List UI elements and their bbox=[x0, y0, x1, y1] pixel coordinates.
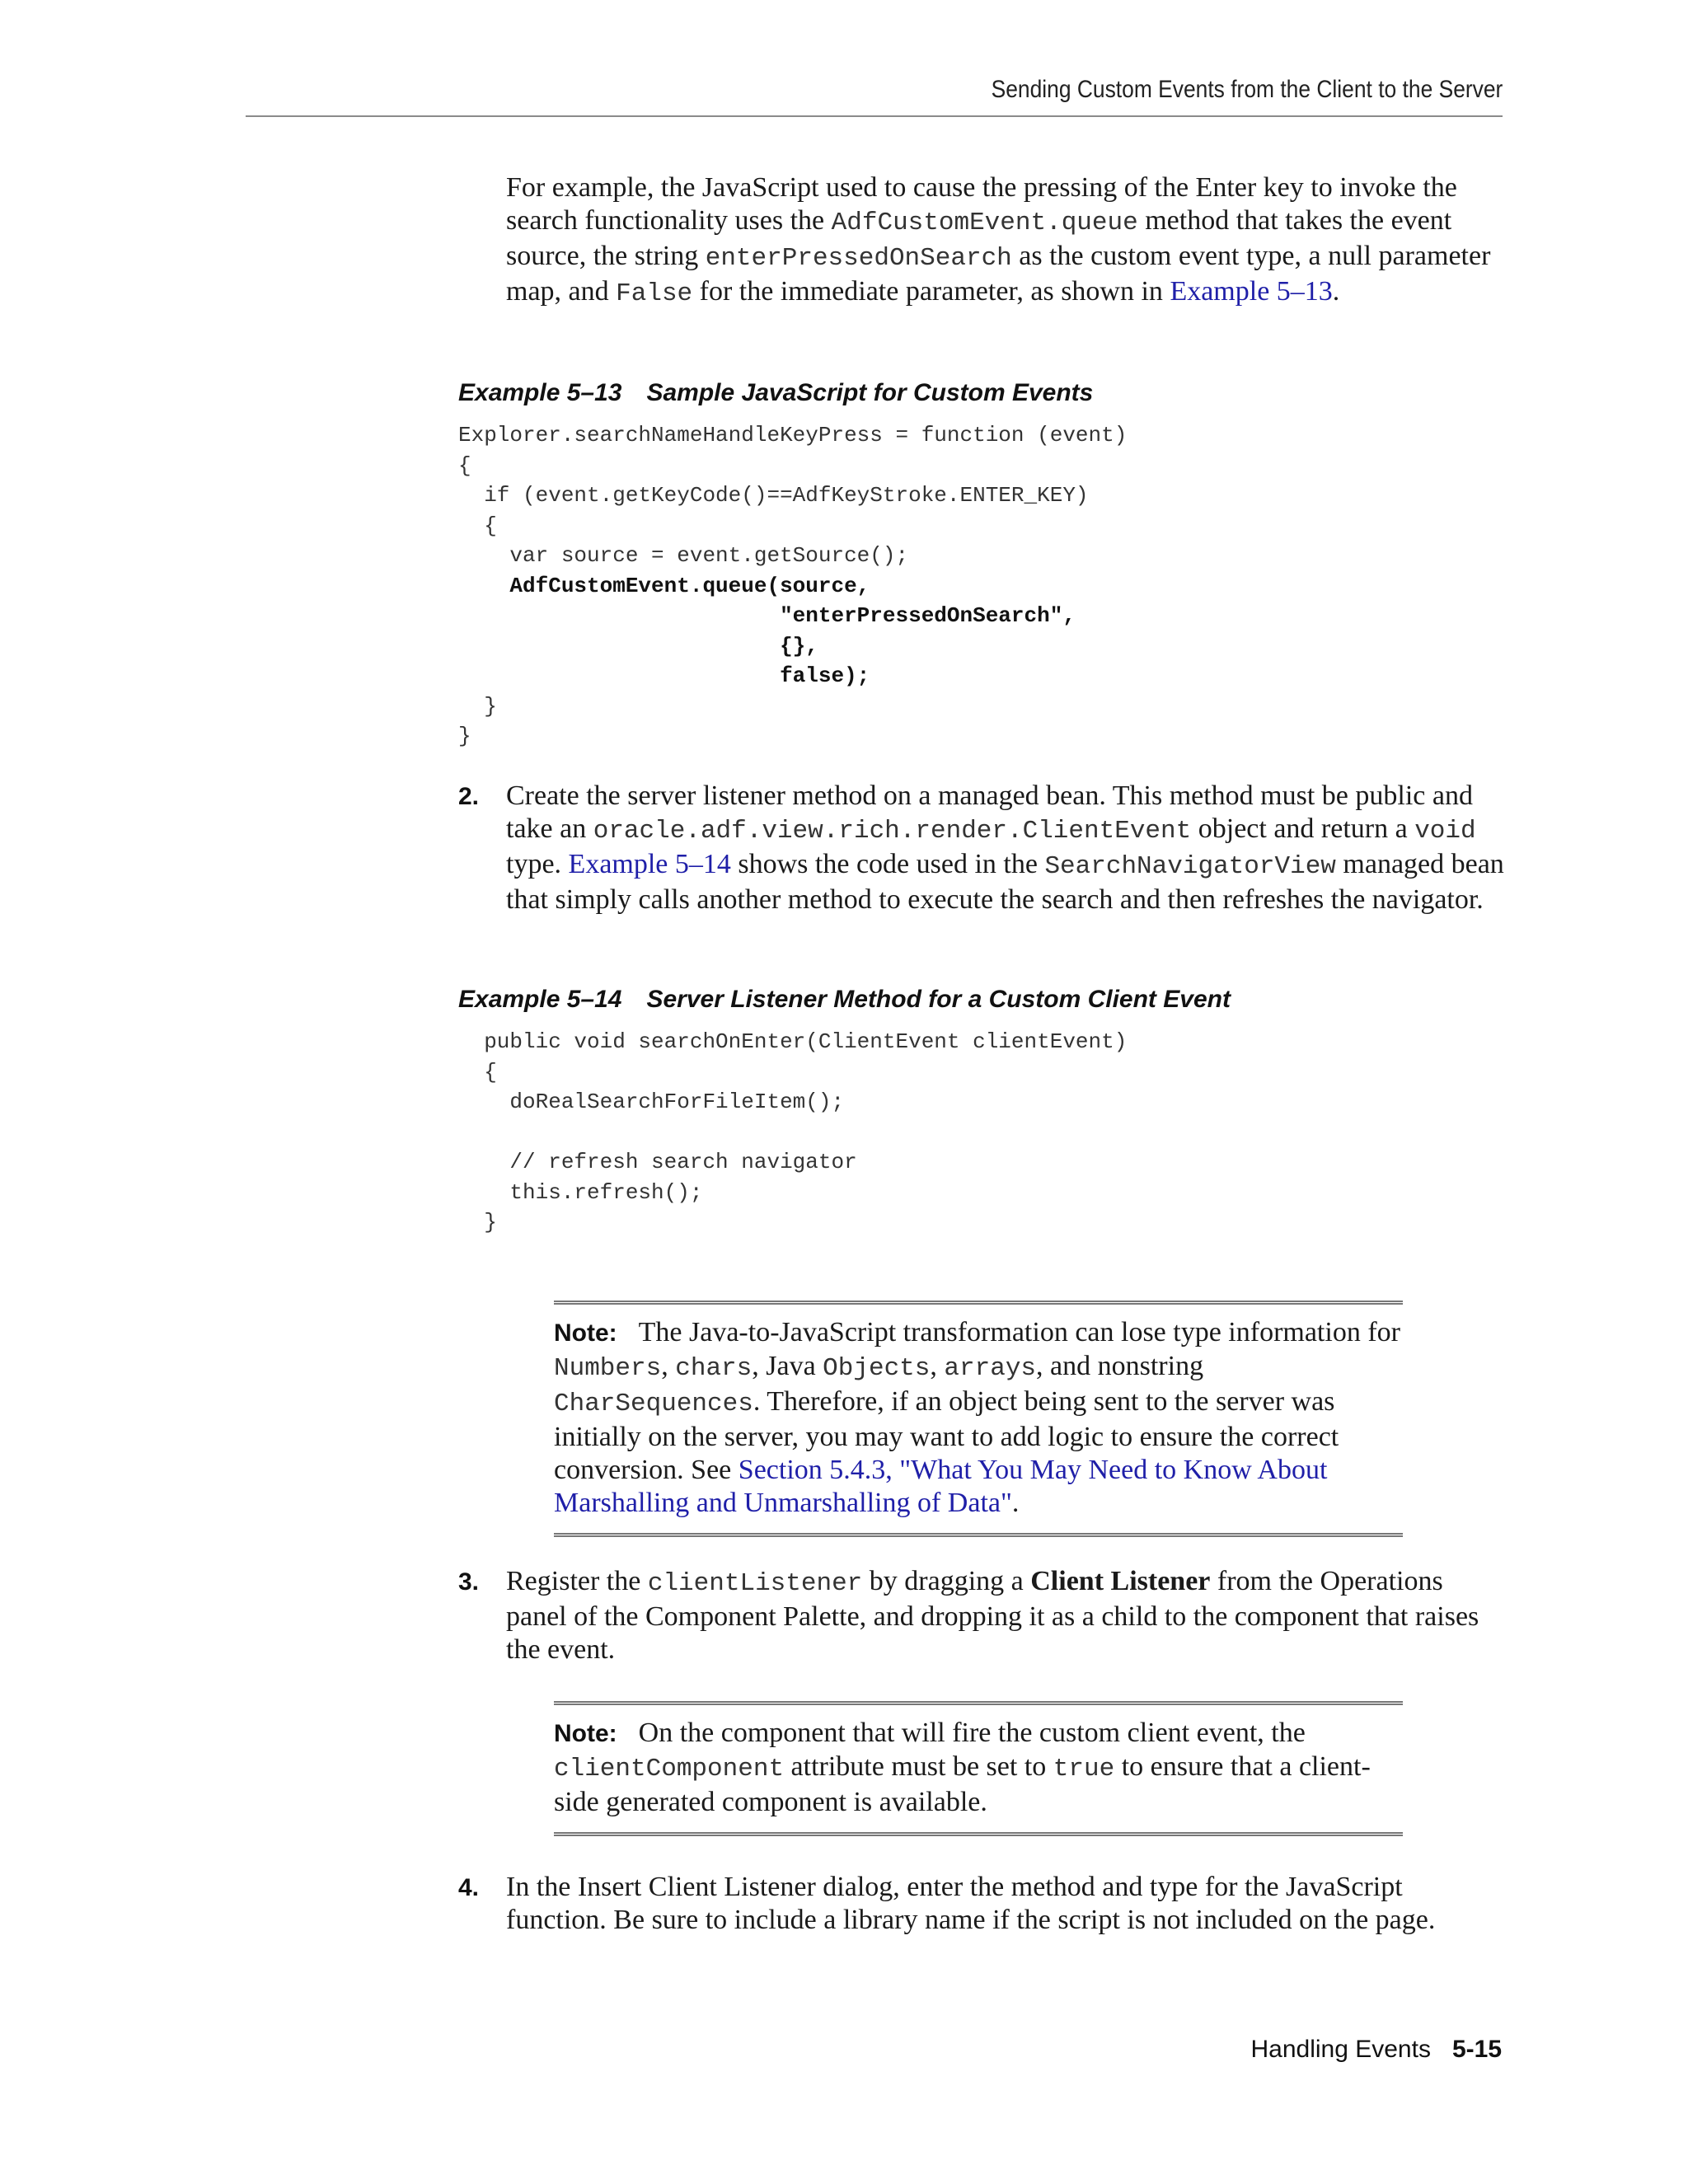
example-title: Server Listener Method for a Custom Client Event bbox=[646, 986, 1231, 1013]
code-clientevent-class: oracle.adf.view.rich.render.ClientEvent bbox=[593, 817, 1192, 846]
intro-text: method that takes the event source, the string bbox=[506, 205, 1452, 271]
code-enterpressedonsearch: enterPressedOnSearch bbox=[705, 244, 1012, 273]
note-body: , Java bbox=[752, 1351, 823, 1381]
step-text: Register the bbox=[506, 1566, 648, 1596]
example-title: Sample JavaScript for Custom Events bbox=[646, 379, 1094, 406]
code-clientlistener: clientListener bbox=[647, 1569, 863, 1598]
note-text bbox=[554, 1316, 1403, 1520]
step-text: managed bean that simply calls another method to execute the search and then refreshes the navigator. bbox=[506, 849, 1504, 915]
note-text bbox=[554, 1717, 1403, 1819]
step-2-text bbox=[506, 780, 1507, 916]
note-body: , bbox=[930, 1351, 945, 1381]
step-text: In the Insert Client Listener dialog, enter the method and type for the JavaScript function. Be sure to include a library name if the script is not included on the page. bbox=[506, 1872, 1436, 1935]
note-body: The Java-to-JavaScript transformation can lose type information for bbox=[638, 1317, 1400, 1347]
code-charsequences: CharSequences bbox=[554, 1390, 753, 1418]
note-label: Note: bbox=[554, 1319, 617, 1347]
example-number: Example 5–13 bbox=[458, 379, 622, 406]
note-body: . bbox=[1011, 1488, 1020, 1518]
code-block: Explorer.searchNameHandleKeyPress = function (event) { if (event.getKeyCode()==AdfKeyStroke.ENTER_KEY) { var source = event.getSource(); bbox=[458, 423, 1128, 568]
note-body: On the component that will fire the custom client event, the bbox=[638, 1718, 1306, 1748]
step-4-number: 4. bbox=[458, 1874, 480, 1901]
intro-text: For example, the JavaScript used to cause the pressing of the Enter key to invoke the search functionality uses the bbox=[506, 172, 1457, 236]
intro-text: as the custom event type, a null parameter map, and bbox=[506, 241, 1491, 307]
example-14-code: public void searchOnEnter(ClientEvent clientEvent) { doRealSearchForFileItem(); // refresh search navigator this.refresh(); } bbox=[484, 1029, 1128, 1235]
example-5-14-link[interactable]: Example 5–14 bbox=[568, 849, 731, 879]
note-box-marshalling bbox=[554, 1301, 1403, 1537]
client-listener-bold: Client Listener bbox=[1030, 1566, 1211, 1596]
code-chars: chars bbox=[675, 1354, 753, 1383]
step-4-text bbox=[506, 1871, 1507, 1937]
running-header bbox=[246, 73, 1503, 117]
code-searchnavigatorview: SearchNavigatorView bbox=[1044, 852, 1336, 881]
code-block-bold: AdfCustomEvent.queue(source, "enterPressedOnSearch", {}, false); bbox=[509, 573, 1076, 688]
example-13-caption bbox=[458, 379, 1093, 407]
note-body: , bbox=[661, 1351, 676, 1381]
note-body: . Therefore, if an object being sent to the server was initially on the server, you may want to add logic to ensure the correct conversion. See bbox=[554, 1386, 1339, 1485]
step-text: from the Operations panel of the Component Palette, and dropping it as a child to the component that raises the event. bbox=[506, 1566, 1479, 1665]
code-adfcustomevent-queue: AdfCustomEvent.queue bbox=[831, 209, 1138, 237]
note-label: Note: bbox=[554, 1720, 617, 1747]
code-block: } } bbox=[458, 693, 497, 748]
note-box-clientcomponent bbox=[554, 1701, 1403, 1836]
step-text: by dragging a bbox=[862, 1566, 1031, 1596]
note-body: attribute must be set to bbox=[784, 1751, 1053, 1782]
step-text: object and return a bbox=[1191, 813, 1415, 844]
step-2-number: 2. bbox=[458, 783, 480, 810]
page-footer bbox=[1250, 2036, 1502, 2064]
step-3-text bbox=[506, 1565, 1507, 1666]
intro-text: for the immediate parameter, as shown in bbox=[692, 276, 1170, 307]
section-5-4-3-link[interactable]: Section 5.4.3, "What You May Need to Know About Marshalling and Unmarshalling of Data" bbox=[554, 1455, 1328, 1518]
page-number: 5-15 bbox=[1451, 2036, 1502, 2063]
footer-section: Handling Events bbox=[1250, 2036, 1431, 2063]
code-numbers: Numbers bbox=[554, 1354, 662, 1383]
code-arrays: arrays bbox=[944, 1354, 1037, 1383]
step-3-number: 3. bbox=[458, 1568, 480, 1596]
note-body: , and nonstring bbox=[1036, 1351, 1204, 1381]
code-void: void bbox=[1414, 817, 1476, 846]
example-5-13-link[interactable]: Example 5–13 bbox=[1170, 276, 1333, 307]
code-true: true bbox=[1053, 1755, 1115, 1783]
example-number: Example 5–14 bbox=[458, 986, 622, 1013]
code-false: False bbox=[616, 279, 693, 308]
step-text: type. bbox=[506, 849, 569, 879]
step-text: shows the code used in the bbox=[730, 849, 1045, 879]
intro-text: . bbox=[1332, 276, 1340, 307]
intro-paragraph bbox=[506, 171, 1507, 311]
code-clientcomponent: clientComponent bbox=[554, 1755, 785, 1783]
example-13-code bbox=[458, 420, 1127, 752]
note-body: to ensure that a client-side generated component is available. bbox=[554, 1751, 1371, 1817]
step-text: Create the server listener method on a managed bean. This method must be public and take an bbox=[506, 780, 1473, 844]
code-objects: Objects bbox=[823, 1354, 931, 1383]
example-14-caption bbox=[458, 986, 1231, 1014]
header-title: Sending Custom Events from the Client to the Server bbox=[991, 76, 1503, 103]
